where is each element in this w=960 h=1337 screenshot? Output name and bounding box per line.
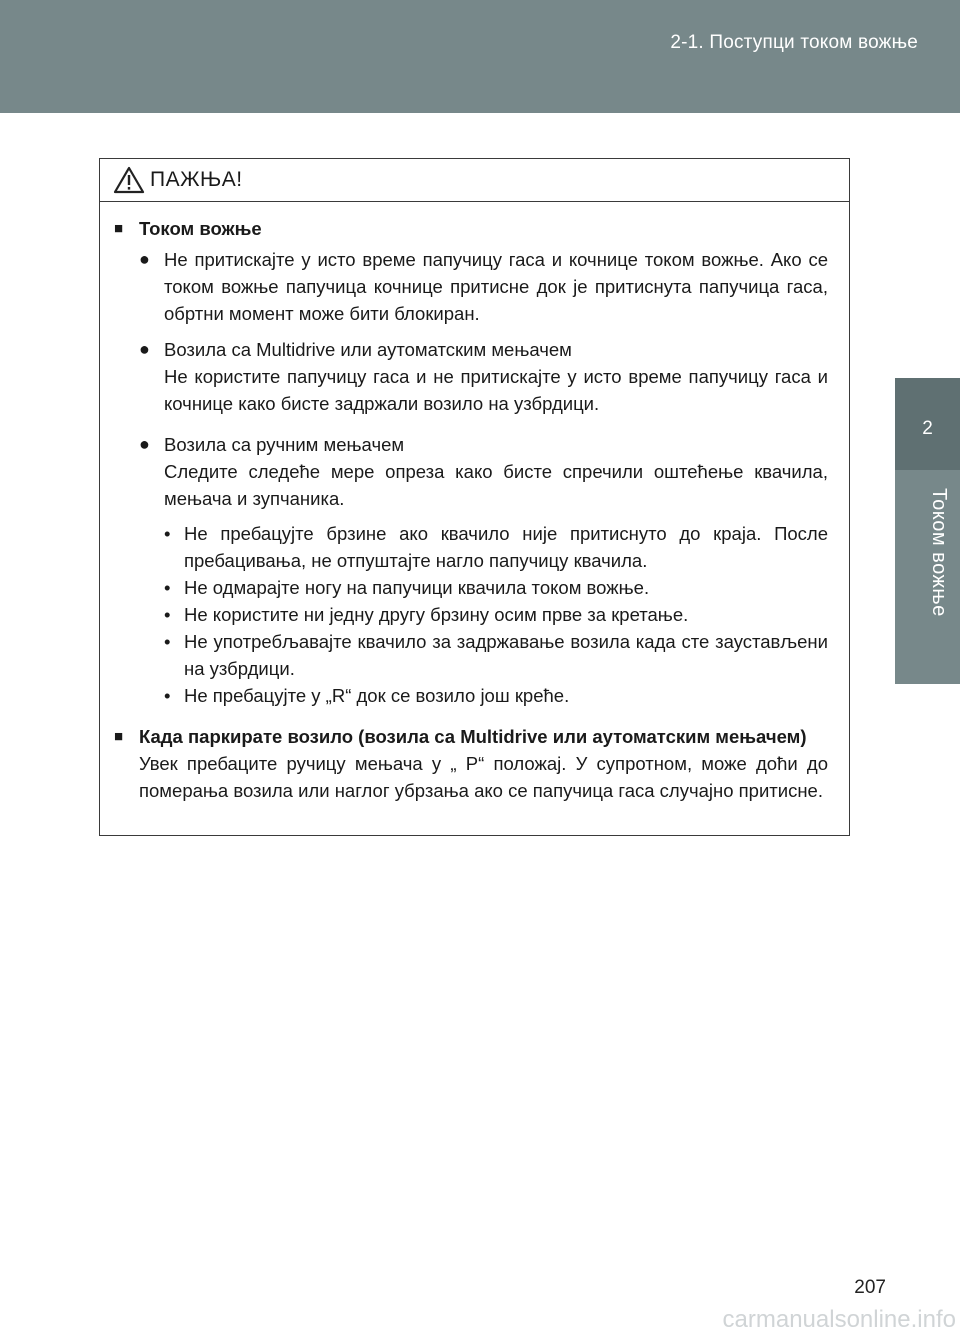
bullet-item: • Не пребацујте брзине ако квачило није притиснуто до краја. После пребацивања, не отпуштајте нагло папучицу квачила.: [164, 520, 828, 574]
header-band: [0, 0, 960, 113]
list-item: [114, 246, 828, 327]
square-bullet-icon: ■: [114, 728, 124, 745]
bullet-text: Не пребацујте брзине ако квачило није притиснуто до краја. После пребацивања, не отпуштајте нагло папучицу квачила.: [184, 523, 828, 571]
section-title: 2-1. Поступци током вожње: [670, 32, 918, 53]
list-item: [114, 431, 828, 512]
chapter-label: Током вожње: [928, 488, 950, 617]
caution-header: [100, 159, 849, 202]
bullet-text: Не користите ни једну другу брзину осим прве за кретање.: [184, 604, 689, 625]
circle-bullet-icon: ●: [139, 249, 150, 269]
list-item: [114, 336, 828, 417]
item-title: Возила са Multidrive или аутоматским мењачем: [164, 339, 572, 360]
bullet-item: • Не одмарајте ногу на папучици квачила током вожње.: [164, 574, 828, 601]
circle-bullet-icon: ●: [139, 339, 150, 359]
item-title: Возила са ручним мењачем: [164, 434, 405, 455]
bullet-item: • Не користите ни једну другу брзину осим прве за кретање.: [164, 601, 828, 628]
item-text: Следите следеће мере опреза како бисте спречили оштећење квачила, мењача и зупчаника.: [164, 461, 828, 509]
section-heading-text: Током вожње: [139, 218, 262, 239]
caution-body: [100, 202, 849, 804]
caution-title: ПАЖЊА!: [150, 168, 243, 191]
item-text: Не притискајте у исто време папучицу гаса и кочнице током вожње. Ако се током вожње папучица кочнице притисне док је притиснута папучица гаса, обртни момент може бити блокиран.: [164, 249, 828, 324]
watermark: carmanualsonline.info: [722, 1306, 956, 1333]
item-text: Не користите папучицу гаса и не притискајте у исто време папучицу гаса и кочнице како бисте задржали возило на узбрдици.: [164, 366, 828, 414]
section-heading: [114, 215, 828, 242]
bullet-item: • Не пребацујте у „R“ док се возило још креће.: [164, 682, 828, 709]
bullet-item: • Не употребљавајте квачило за задржавање возила када сте заустављени на узбрдици.: [164, 628, 828, 682]
caution-box: [99, 158, 850, 836]
section-heading-text: Када паркирате возило (возила са Multidrive или аутоматским мењачем): [139, 726, 807, 747]
bullet-text: Не одмарајте ногу на папучици квачила током вожње.: [184, 577, 650, 598]
section-heading: [114, 723, 828, 750]
section-text: Увек пребаците ручицу мењача у „ P“ положај. У супротном, може доћи до померања возила или наглог убрзања ако се папучица гаса случајно притисне.: [139, 753, 828, 801]
bullet-text: Не пребацујте у „R“ док се возило још креће.: [184, 685, 570, 706]
circle-bullet-icon: ●: [139, 434, 150, 454]
bullet-list: [114, 520, 828, 709]
chapter-side-tab: [895, 378, 960, 684]
warning-triangle-icon: [113, 166, 145, 194]
page-number: 207: [854, 1277, 886, 1298]
chapter-number-box: [895, 378, 960, 470]
bullet-text: Не употребљавајте квачило за задржавање возила када сте заустављени на узбрдици.: [184, 631, 828, 679]
square-bullet-icon: ■: [114, 220, 124, 237]
chapter-number: 2: [922, 418, 933, 439]
